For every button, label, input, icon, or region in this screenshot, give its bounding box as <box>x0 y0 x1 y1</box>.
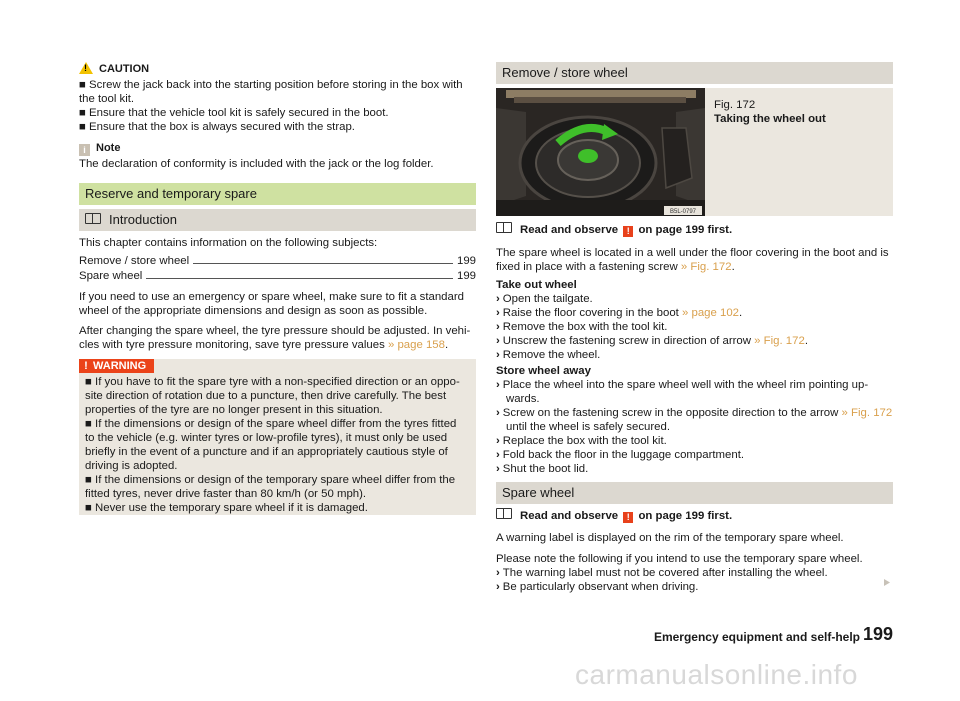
caution-heading: !CAUTION <box>79 62 149 76</box>
book-icon <box>496 222 512 233</box>
caution-line: ■ Ensure that the box is always secured with the strap. <box>79 121 355 133</box>
intro-para2 <box>79 324 476 352</box>
store-section <box>496 364 893 476</box>
page-link[interactable]: » page 158 <box>387 339 445 351</box>
warning-line: driving is adopted. <box>85 460 178 472</box>
spare-read-observe: Read and observe ! on page 199 first. <box>496 508 732 523</box>
section-title-reserve: Reserve and temporary spare <box>79 183 476 205</box>
toc-list <box>79 254 476 283</box>
step: › Place the wheel into the spare wheel well with the wheel rim pointing up- <box>496 379 869 391</box>
toc-label: Remove / store wheel <box>79 255 193 267</box>
figure-link[interactable]: » Fig. 172 <box>841 407 893 419</box>
text-line: wheel of the appropriate dimensions and design as soon as possible. <box>79 305 428 317</box>
step: › Shut the boot lid. <box>496 463 589 475</box>
figure-caption-text: Taking the wheel out <box>714 113 826 125</box>
text-line: fixed in place with a fastening screw » Fig. 172. <box>496 261 735 273</box>
warning-line: ■ If you have to fit the spare tyre with a non-specified direction or an oppo- <box>85 376 460 388</box>
step-cont: until the wheel is safely secured. <box>506 421 670 433</box>
intro-heading-bar <box>79 209 476 231</box>
watermark: carmanualsonline.info <box>575 659 858 690</box>
warning-icon: ! <box>623 226 633 237</box>
footer-title: Emergency equipment and self-help <box>653 630 860 644</box>
info-icon: i <box>79 144 90 156</box>
figure-code: B5L-0797 <box>669 209 697 215</box>
step: › Unscrew the fastening screw in direction of arrow » Fig. 172. <box>496 335 808 347</box>
toc-row[interactable] <box>79 254 476 268</box>
caution-body <box>79 78 476 134</box>
toc-row[interactable] <box>79 269 476 283</box>
caution-icon <box>79 62 93 74</box>
intro-heading: Introduction <box>109 212 177 227</box>
book-icon <box>85 213 101 224</box>
intro-paragraph <box>496 246 893 274</box>
spare-para2 <box>496 552 893 594</box>
step: › Raise the floor covering in the boot » page 102. <box>496 307 743 319</box>
warning-line: ■ If the dimensions or design of the temporary spare wheel differ from the <box>85 474 456 486</box>
caution-line: ■ Screw the jack back into the starting position before storing in the box with <box>79 79 463 91</box>
warning-line: fitted tyres, never drive faster than 80 km/h (or 50 mph). <box>85 488 367 500</box>
figure-number: Fig. 172 <box>714 99 756 111</box>
text-line: If you need to use an emergency or spare wheel, make sure to fit a standard <box>79 291 464 303</box>
take-out-heading: Take out wheel <box>496 279 577 291</box>
text-line: Please note the following if you intend to use the temporary spare wheel. <box>496 553 863 565</box>
spare-para1: A warning label is displayed on the rim of the temporary spare wheel. <box>496 532 844 544</box>
page-link[interactable]: » page 102 <box>682 307 740 319</box>
figure-link[interactable]: » Fig. 172 <box>680 261 732 273</box>
step: › Remove the box with the tool kit. <box>496 321 668 333</box>
note-heading: i Note <box>79 141 120 156</box>
step: › Remove the wheel. <box>496 349 601 361</box>
caution-line: the tool kit. <box>79 93 135 105</box>
text-line: The spare wheel is located in a well under the floor covering in the boot and is <box>496 247 889 259</box>
figure-link[interactable]: » Fig. 172 <box>754 335 805 347</box>
toc-page: 199 <box>453 254 476 268</box>
warning-line: properties of the tyre are no longer present in this situation. <box>85 404 383 416</box>
list-item: › The warning label must not be covered after installing the wheel. <box>496 567 828 579</box>
warning-box <box>79 359 476 515</box>
step: › Replace the box with the tool kit. <box>496 435 667 447</box>
figure-box <box>496 88 893 216</box>
toc-page: 199 <box>453 269 476 283</box>
step: › Screw on the fastening screw in the opposite direction to the arrow » Fig. 172 <box>496 407 893 419</box>
step-cont: wards. <box>506 393 540 405</box>
warning-body <box>79 373 476 515</box>
text-line: After changing the spare wheel, the tyre pressure should be adjusted. In vehi- <box>79 325 471 337</box>
text-line: cles with tyre pressure monitoring, save tyre pressure values » page 158. <box>79 339 449 351</box>
page-number: 199 <box>862 624 893 644</box>
toc-label: Spare wheel <box>79 270 146 282</box>
step: › Fold back the floor in the luggage compartment. <box>496 449 745 461</box>
continue-arrow-icon <box>883 578 891 587</box>
intro-para1 <box>79 290 476 318</box>
store-heading: Store wheel away <box>496 365 591 377</box>
warning-icon: ! <box>84 360 88 372</box>
intro-lead: This chapter contains information on the following subjects: <box>79 237 378 249</box>
warning-line: to the vehicle (e.g. winter tyres or low-profile tyres), it must only be used <box>85 432 448 444</box>
warning-line: ■ If the dimensions or design of the spare wheel differ from the tyres fitted <box>85 418 457 430</box>
step: › Open the tailgate. <box>496 293 593 305</box>
note-text: The declaration of conformity is included with the jack or the log folder. <box>79 158 434 170</box>
remove-store-title: Remove / store wheel <box>496 62 893 84</box>
caution-line: ■ Ensure that the vehicle tool kit is safely secured in the boot. <box>79 107 389 119</box>
spare-wheel-photo <box>496 88 705 216</box>
warning-line: briefly in the event of a puncture and if an appropriately cautious style of <box>85 446 448 458</box>
figure-caption <box>714 98 826 126</box>
warning-line: site direction of rotation due to a puncture, then drive carefully. The best <box>85 390 447 402</box>
warning-heading: ! WARNING <box>79 359 154 373</box>
footer <box>653 624 893 646</box>
take-out-section <box>496 278 893 362</box>
spare-wheel-title: Spare wheel <box>496 482 893 504</box>
read-observe: Read and observe ! on page 199 first. <box>496 222 732 237</box>
book-icon <box>496 508 512 519</box>
warning-icon: ! <box>623 512 633 523</box>
warning-line: ■ Never use the temporary spare wheel if it is damaged. <box>85 502 368 514</box>
list-item: › Be particularly observant when driving. <box>496 581 699 593</box>
